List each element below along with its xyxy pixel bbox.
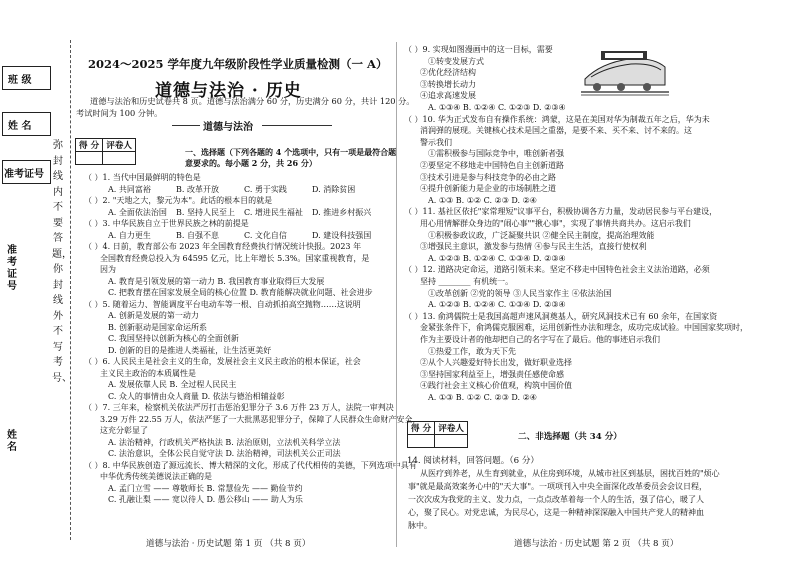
answer-option: C. 增进民生福祉 xyxy=(244,207,303,217)
grader-cell-2[interactable] xyxy=(435,435,468,448)
question-line: A. ①②③ B. ①②④ C. ①③④ D. ②③④ xyxy=(428,253,566,263)
answer-option: A. 自力更生 xyxy=(108,230,151,240)
question-line: 因为 xyxy=(100,265,116,274)
seal-notice: 弥封线内不要答题，你封线外不写考号、 xyxy=(52,140,72,384)
question-line: ①热爱工作，敢为天下先 xyxy=(428,346,516,356)
part1-heading-2: 意要求的。每小题 2 分，共 26 分） xyxy=(185,158,317,168)
answer-option: C. 勇于实践 xyxy=(244,184,287,194)
answer-option: A. 共同富裕 xyxy=(108,184,151,194)
question-line: A. 孟门立雪 —— 尊敬师长 B. 常慧俭先 —— 勤俭节约 xyxy=(108,483,303,493)
question-stem: （ ）4. 日前，教育部公布 2023 年全国教育经费执行情况统计快报。2023 年 xyxy=(84,242,362,251)
question-line: 中华优秀传统美德说法正确的是 xyxy=(100,472,212,481)
question-line: ③坚持国家利益至上，增强责任感使命感 xyxy=(420,369,564,379)
question-line: 全国教育经费总投入为 64595 亿元，比上年增长 5.3%。国家重视教育，是 xyxy=(100,253,370,263)
material-line: 事"就是最高效案务心中的"天大事"。一项项刊入中央全面深化改革委员会会议日程， xyxy=(408,482,708,491)
question-stem: （ ）7. 三年来，检察机关依法严厉打击惩治犯罪分子 3.6 万件 23 万人，法院一审判决 xyxy=(84,403,394,412)
question-line: ②优化经济结构 xyxy=(420,68,476,78)
part2-heading: 二、非选择题（共 34 分） xyxy=(518,432,622,442)
score-table-2 xyxy=(407,421,468,448)
score-header: 得 分 xyxy=(76,139,103,152)
question-stem: （ ）8. 中华民族创造了源远流长、博大精深的文化，形成了代代相传的美德，下列选项中具有 xyxy=(84,460,417,470)
section-rule-left xyxy=(172,125,200,126)
question-stem: （ ）6. 人民民主是社会主义的生命，发展社会主义民主政治的根本保证，社会 xyxy=(84,357,361,366)
question-line: B. 创新驱动是国家命运所系 xyxy=(108,322,207,332)
question-line: C. 我国坚持以创新为核心的全面创新 xyxy=(108,334,239,343)
question-line: ④践行社会主义核心价值观，构筑中国价值 xyxy=(420,381,572,391)
answer-option: B. 坚持人民至上 xyxy=(176,207,235,217)
question-line: ②从个人兴趣爱好特长出发，做好职业选择 xyxy=(420,358,572,368)
answer-option: D. 建设科技强国 xyxy=(312,230,372,240)
question-line: 消润弹的展现。关键核心技术是国之重器，是要不来、买不来、讨不来的。这 xyxy=(420,126,692,136)
question-line: C. 把教育摆在国家发展全局的核心位置 D. 教育能解决就业问题、社会进步 xyxy=(108,288,373,297)
question-line: 坚持 ________ 有机统一。 xyxy=(420,277,514,286)
question-line: 作为主要设计者的他却把自己的名字写在了最后。他的事迹启示我们 xyxy=(420,335,660,344)
question-line: 用心用情解群众身边的"闹心事""揪心事"，实现了事情共商共办。这启示我们 xyxy=(420,219,691,228)
score-table-1 xyxy=(75,138,136,165)
section-rule-right xyxy=(262,125,332,126)
question-stem: （ ）5. 随着运力、智能调度平台电动车等一根、自动抓拍高空抛物……这说明 xyxy=(84,299,361,309)
class-label: 班 级 xyxy=(8,75,32,86)
footer-left: 道德与法治 · 历史试题 第 1 页 （共 8 页） xyxy=(146,539,311,549)
material-line: 从医疗到养老，从生育到就业，从住房到环境，从城市社区到基层，困扰百姓的"烦心 xyxy=(420,469,720,478)
instructions-line-1: 道德与法治和历史试卷共 8 页。道德与法治满分 60 分，历史满分 60 分，共计 120 分。 xyxy=(90,96,415,106)
material-line: 一次次成为我党的主义、发力点，一点点改革着每一个人的生活，强了信心，暖了人 xyxy=(408,495,704,504)
question-line: ③技术引进是参与科技竞争的必由之路 xyxy=(420,172,556,182)
answer-option: C. 文化自信 xyxy=(244,230,287,240)
material-line: 心，聚了民心。对党忠诚，为民尽心，这是一种精神深深融入中国共产党人的精神血 xyxy=(408,508,704,517)
question-line: C. 法治意识，全体公民自觉守法 D. 法治精神，司法机关公正司法 xyxy=(108,449,341,458)
question-14: 14. 阅读材料，回答问题。（6 分） xyxy=(407,456,540,466)
question-line: A. 法治精神，行政机关严格执法 B. 法治原则，立法机关科学立法 xyxy=(108,437,341,447)
column-divider xyxy=(396,42,397,547)
answer-option: D. 推进乡村振兴 xyxy=(312,207,372,217)
question-stem: （ ）2. "天地之大，黎元为本"。此话的根本目的就是 xyxy=(84,196,273,205)
grader-header-2: 评卷人 xyxy=(435,422,468,435)
question-stem: （ ）3. 中华民族自立于世界民族之林的前提是 xyxy=(84,219,249,228)
answer-option: B. 改革开放 xyxy=(176,184,219,194)
question-stem: （ ）11. 基社区依托"家常理短"议事平台，积极协调各方力量，发动居民参与平台建设， xyxy=(404,207,718,217)
answer-option: D. 消除贫困 xyxy=(312,184,356,194)
question-line: A. ①③ B. ①② C. ②③ D. ②④ xyxy=(428,393,537,402)
question-line: ①转变发展方式 xyxy=(428,56,484,66)
question-stem: （ ）13. 俞鸿儒院士是我国高超声速风洞奠基人，研究风洞技术已有 60 余年，在国家资 xyxy=(404,311,718,321)
score-cell[interactable] xyxy=(76,152,103,165)
question-stem: （ ）10. 华为正式发布自有操作系统：鸿蒙，这是在美国对华为制裁五年之后，华为未 xyxy=(404,114,710,124)
exam-title: 2024～2025 学年度九年级阶段性学业质量检测（一 A） xyxy=(88,57,388,71)
question-line: A. ①③ B. ①② C. ②③ D. ②④ xyxy=(428,195,537,205)
question-line: A. ①③④ B. ①②④ C. ①②③ D. ②③④ xyxy=(428,103,566,112)
question-line: A. ①②③ B. ①②④ C. ①③④ D. ②③④ xyxy=(428,300,566,310)
name-label: 姓 名 xyxy=(8,121,32,132)
question-line: ③转换增长动力 xyxy=(420,79,476,89)
question-stem: （ ）12. 道路决定命运，道路引领未来。坚定不移走中国特色社会主义法治道路，必须 xyxy=(404,265,710,275)
question-line: A. 教育是引领发展的第一动力 B. 我国教育事业取得巨大发展 xyxy=(108,276,325,286)
name-vertical-label: 姓名 xyxy=(7,430,17,453)
question-line: C. 众人的事情由众人商量 D. 依法与德治相辅益彰 xyxy=(108,391,285,401)
question-line: ④追求高速发展 xyxy=(420,91,476,101)
part1-heading: 一、选择题（下列各题的 4 个选项中，只有一项是最符合题 xyxy=(185,147,397,157)
comic-image xyxy=(581,45,669,97)
answer-option: B. 自强不息 xyxy=(176,230,219,240)
question-stem: （ ）9. 实现如图漫画中的这一目标，需要 xyxy=(404,45,553,54)
score-header-2: 得 分 xyxy=(408,422,435,435)
question-line: ①需积极参与国际竞争中，唯创新者强 xyxy=(428,149,564,159)
score-cell-2[interactable] xyxy=(408,435,435,448)
question-line: 3.29 万件 22.55 万人，依法严惩了一大批黑恶犯罪分子，保障了人民群众生命财产安全， xyxy=(100,414,421,424)
question-line: A. 创新是发展的第一动力 xyxy=(108,311,199,320)
ticket-vertical-label: 准考证号 xyxy=(7,245,17,292)
seal-line xyxy=(70,40,71,540)
grader-header: 评卷人 xyxy=(103,139,136,152)
question-line: D. 创新的目的是推进人类福祉，让生活更美好 xyxy=(108,345,272,355)
ticket-label: 准考证号 xyxy=(4,169,44,180)
footer-right: 道德与法治 · 历史试题 第 2 页 （共 8 页） xyxy=(514,539,679,549)
question-line: ①改革创新 ②党的领导 ③人民当家作主 ④依法治国 xyxy=(428,288,612,298)
question-line: C. 孔融让梨 —— 宽以待人 D. 愚公移山 —— 助人为乐 xyxy=(108,495,303,504)
question-stem: （ ）1. 当代中国最鲜明的特色是 xyxy=(84,173,201,182)
grader-cell[interactable] xyxy=(103,152,136,165)
question-line: ①积极参政议政，广泛凝聚共识 ②健全民主制度，提高治理效能 xyxy=(428,230,655,240)
question-line: A. 发展依靠人民 B. 全过程人民民主 xyxy=(108,380,237,389)
question-line: 主义民主政治的本质属性是 xyxy=(100,368,196,378)
question-line: 这充分彰显了 xyxy=(100,426,148,435)
question-line: ④提升创新能力是企业的市场制胜之道 xyxy=(420,184,556,194)
question-line: 警示我们 xyxy=(420,137,452,147)
instructions-line-2: 考试时间为 100 分钟。 xyxy=(76,108,163,118)
question-line: ②要坚定不移地走中国特色自主创新道路 xyxy=(420,161,564,170)
material-line: 脉中。 xyxy=(408,521,432,530)
question-line: ③增强民主意识，激发参与热情 ④参与民主生活，直接行使权利 xyxy=(420,242,647,252)
section-title: 道德与法治 xyxy=(203,122,253,133)
question-line: 金紧张条件下，俞鸿儒克服困难，运用创新性办法和理念，成功完成试验。中国国家奖项时， xyxy=(420,323,748,333)
subject-title: 道德与法治 · 历史 xyxy=(155,81,302,101)
answer-option: A. 全面依法治国 xyxy=(108,207,167,217)
